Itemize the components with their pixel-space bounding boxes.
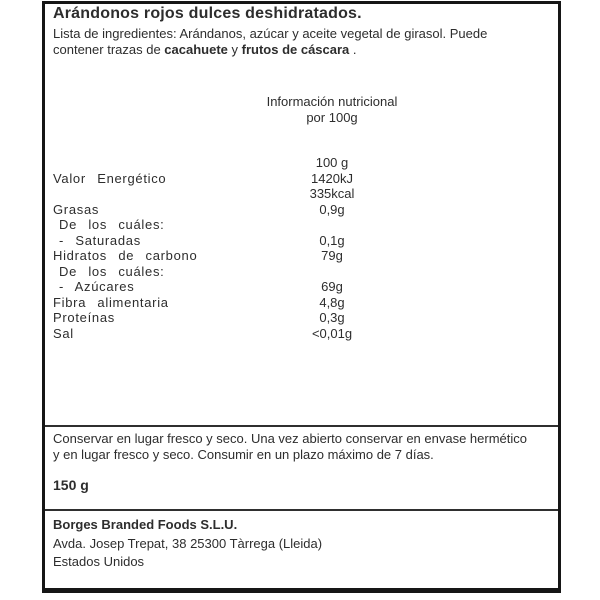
ingredients-line-1: Lista de ingredientes: Arándanos, azúcar y aceite vegetal de girasol. Puede: [53, 26, 488, 41]
nutrition-row: [45, 295, 558, 311]
manufacturer-address: Avda. Josep Trepat, 38 25300 Tàrrega (Lleida): [53, 535, 323, 551]
nutrition-value: 0,9g: [319, 201, 345, 217]
nutrition-label: Hidratos de carbono: [53, 248, 198, 263]
nutrition-row: [45, 155, 558, 171]
nutrition-row: [45, 310, 558, 326]
nutrition-value: 1420kJ: [311, 170, 353, 186]
nutrition-value: <0,01g: [311, 325, 353, 341]
nutrition-label: Sal: [53, 325, 74, 341]
storage-line-1: Conservar en lugar fresco y seco. Una vez abierto conservar en envase hermético: [53, 431, 528, 446]
nutrition-value: 100 g: [315, 155, 349, 170]
nutrition-row: [45, 186, 558, 202]
product-label-box: [42, 1, 561, 593]
allergen-peanut: cacahuete: [164, 41, 228, 57]
nutrition-label: De los cuáles:: [59, 217, 165, 232]
divider-storage: [45, 425, 558, 427]
ingredients-text: [53, 26, 487, 57]
nutrition-value: 4,8g: [319, 294, 345, 310]
nutrition-row: [45, 217, 558, 233]
nutrition-header-subtitle: por 100g: [306, 110, 358, 125]
manufacturer-country: Estados Unidos: [53, 554, 145, 569]
nutrition-label: Grasas: [53, 201, 100, 217]
nutrition-value: 0,3g: [319, 310, 345, 325]
ingredients-line2-prefix: contener trazas de: [53, 41, 165, 57]
storage-line-2: y en lugar fresco y seco. Consumir en un plazo máximo de 7 días.: [53, 446, 434, 462]
nutrition-label: Valor Energético: [53, 170, 167, 186]
nutrition-label: - Saturadas: [59, 232, 141, 248]
nutrition-row: [45, 202, 558, 218]
nutrition-value: 79g: [321, 248, 343, 263]
nutrition-row: [45, 279, 558, 295]
allergen-tree-nuts: frutos de cáscara: [241, 41, 350, 57]
nutrition-label: Fibra alimentaria: [53, 294, 169, 310]
net-weight: 150 g: [53, 477, 89, 493]
manufacturer-info: [53, 516, 322, 572]
nutrition-row: [45, 264, 558, 280]
nutrition-row: [45, 233, 558, 249]
nutrition-label: Proteínas: [53, 310, 115, 325]
nutrition-label: De los cuáles:: [59, 263, 165, 279]
nutrition-value: 69g: [321, 279, 343, 294]
nutrition-row: [45, 326, 558, 342]
nutrition-value: 335kcal: [309, 186, 355, 201]
ingredients-line2-suffix: .: [349, 41, 357, 57]
divider-manufacturer: [45, 509, 558, 511]
nutrition-value: 0,1g: [319, 232, 345, 248]
nutrition-label: - Azúcares: [59, 279, 135, 294]
nutrition-row: [45, 248, 558, 264]
nutrition-header: [182, 94, 482, 126]
nutrition-header-title: Información nutricional: [266, 94, 398, 109]
storage-instructions: [53, 431, 527, 462]
manufacturer-name: Borges Branded Foods S.L.U.: [53, 517, 238, 532]
nutrition-table: [45, 155, 558, 341]
nutrition-row: [45, 171, 558, 187]
ingredients-conjunction: y: [227, 41, 242, 57]
ingredients-line-2: [53, 42, 487, 58]
product-title: Arándonos rojos dulces deshidratados.: [53, 5, 362, 22]
